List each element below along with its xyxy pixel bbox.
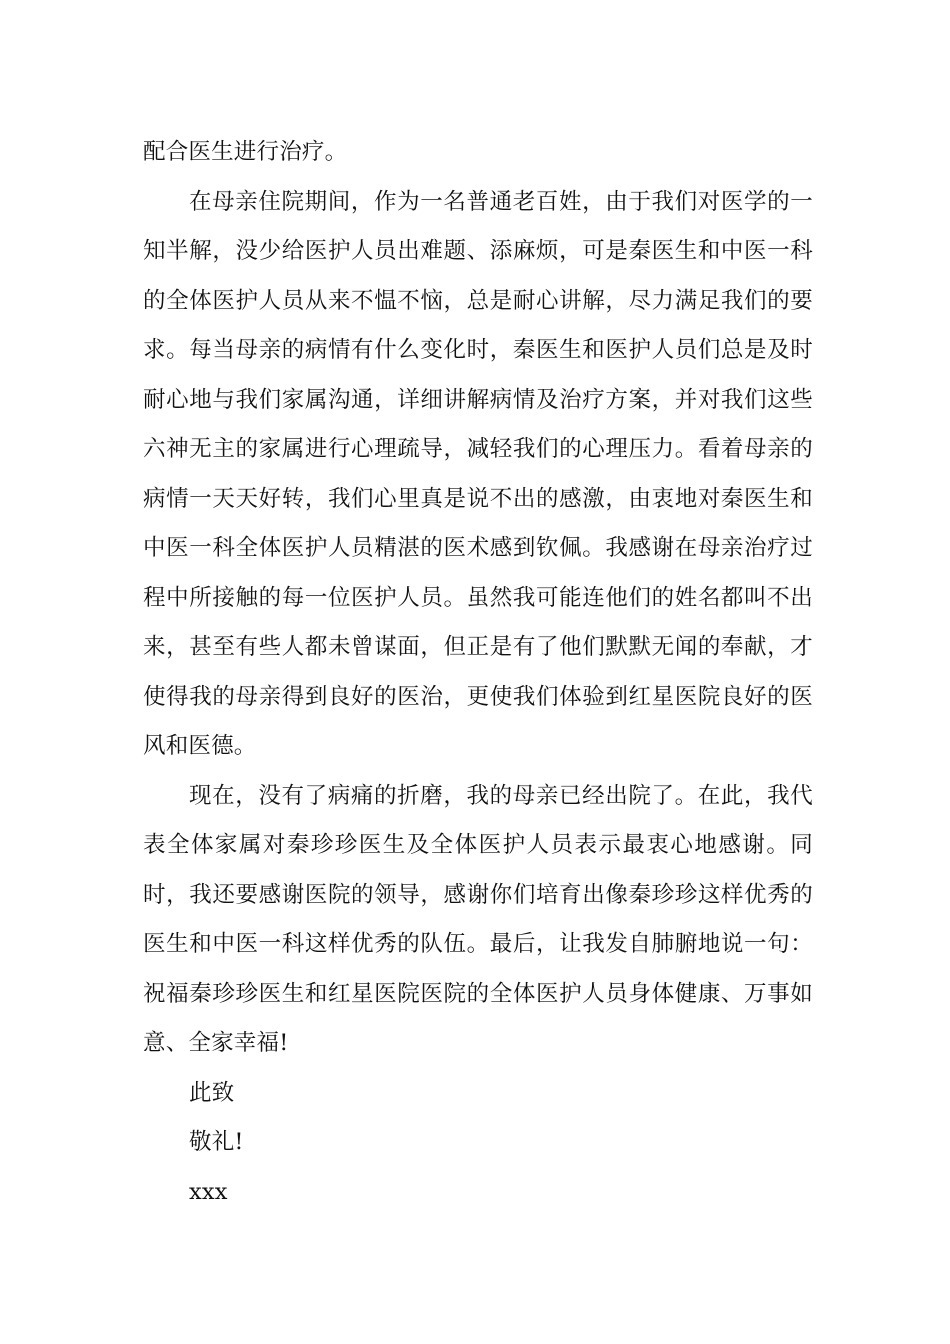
paragraph-continued: 配合医生进行治疗。 <box>143 139 348 165</box>
closing-greeting: 此致 <box>189 1079 235 1106</box>
closing-salute: 敬礼! <box>189 1129 244 1155</box>
paragraph-hospital-stay: 在母亲住院期间，作为一名普通老百姓，由于我们对医学的一知半解，没少给医护人员出难题、添麻烦，可是秦医生和中医一科的全体医护人员从来不愠不恼，总是耐心讲解，尽力满足我们的要求。每当母亲的病情有什么变化时，秦医生和医护人员们总是及时耐心地与我们家属沟通，详细讲解病情及治疗方案，并对我们这些六神无主的家属进行心理疏导，减轻我们的心理压力。看着母亲的病情一天天好转，我们心里真是说不出的感激，由衷地对秦医生和中医一科全体医护人员精湛的医术感到钦佩。我感谢在母亲治疗过程中所接触的每一位医护人员。虽然我可能连他们的姓名都叫不出来，甚至有些人都未曾谋面，但正是有了他们默默无闻的奉献，才使得我的母亲得到良好的医治，更使我们体验到红星医院良好的医风和医德。 <box>143 188 813 759</box>
letter-body <box>143 128 813 1217</box>
paragraph-thanks: 现在，没有了病痛的折磨，我的母亲已经出院了。在此，我代表全体家属对秦珍珍医生及全体医护人员表示最衷心地感谢。同时，我还要感谢医院的领导，感谢你们培育出像秦珍珍这样优秀的医生和中医一科这样优秀的队伍。最后，让我发自肺腑地说一句：祝福秦珍珍医生和红星医院医院的全体医护人员身体健康、万事如意、全家幸福! <box>143 782 813 1056</box>
signature: xxx <box>189 1178 228 1205</box>
